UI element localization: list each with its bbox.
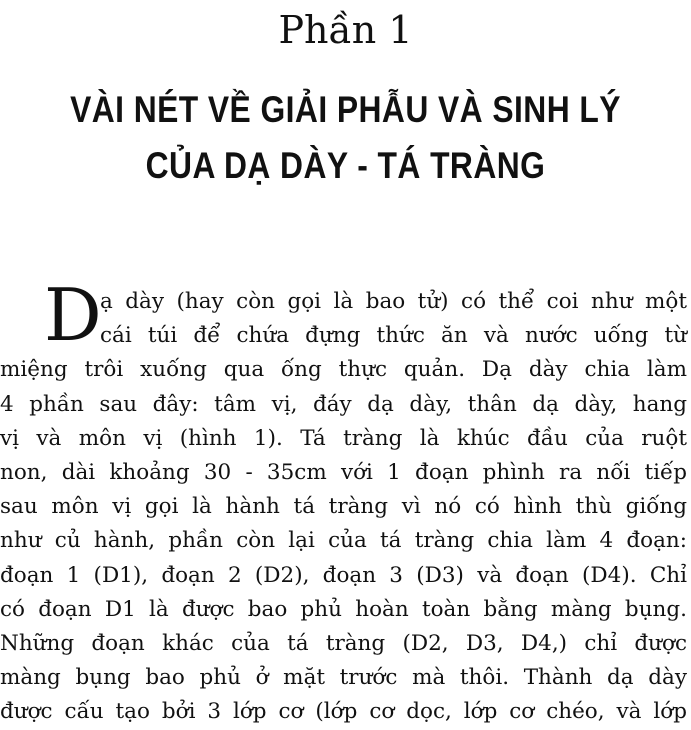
body-paragraph (0, 273, 687, 730)
paragraph-line: Những đoạn khác của tá tràng (D2, D3, D4,) chỉ được (0, 631, 687, 657)
paragraph-line: sau môn vị gọi là hành tá tràng vì nó có hình thù giống (0, 494, 687, 520)
part-heading: Phần 1 (278, 8, 413, 52)
paragraph-line: non, dài khoảng 30 - 35cm với 1 đoạn phình ra nối tiếp (0, 460, 687, 486)
paragraph-line: như củ hành, phần còn lại của tá tràng chia làm 4 đoạn: (0, 528, 687, 554)
paragraph-line: được cấu tạo bởi 3 lớp cơ (lớp cơ dọc, lớp cơ chéo, và lớp (0, 699, 687, 725)
paragraph-line: có đoạn D1 là được bao phủ hoàn toàn bằng màng bụng. (0, 596, 687, 622)
chapter-title-line-1: VÀI NÉT VỀ GIẢI PHẪU VÀ SINH LÝ (70, 89, 621, 130)
chapter-title-line-2: CỦA DẠ DÀY - TÁ TRÀNG (145, 145, 546, 186)
paragraph-line: 4 phần sau đây: tâm vị, đáy dạ dày, thân dạ dày, hang (0, 391, 687, 417)
paragraph-line: cái túi để chứa đựng thức ăn và nước uống từ (100, 323, 687, 349)
paragraph-line: màng bụng bao phủ ở mặt trước mà thôi. Thành dạ dày (0, 665, 687, 691)
chapter-title (48, 82, 642, 194)
paragraph-line: đoạn 1 (D1), đoạn 2 (D2), đoạn 3 (D3) và đoạn (D4). Chỉ (0, 562, 687, 588)
paragraph-line: miệng trôi xuống qua ống thực quản. Dạ dày chia làm (0, 357, 687, 383)
paragraph-line: vị và môn vị (hình 1). Tá tràng là khúc đầu của ruột (0, 425, 687, 451)
paragraph-line: ạ dày (hay còn gọi là bao tử) có thể coi như một (100, 289, 687, 314)
drop-cap: D (44, 273, 102, 357)
